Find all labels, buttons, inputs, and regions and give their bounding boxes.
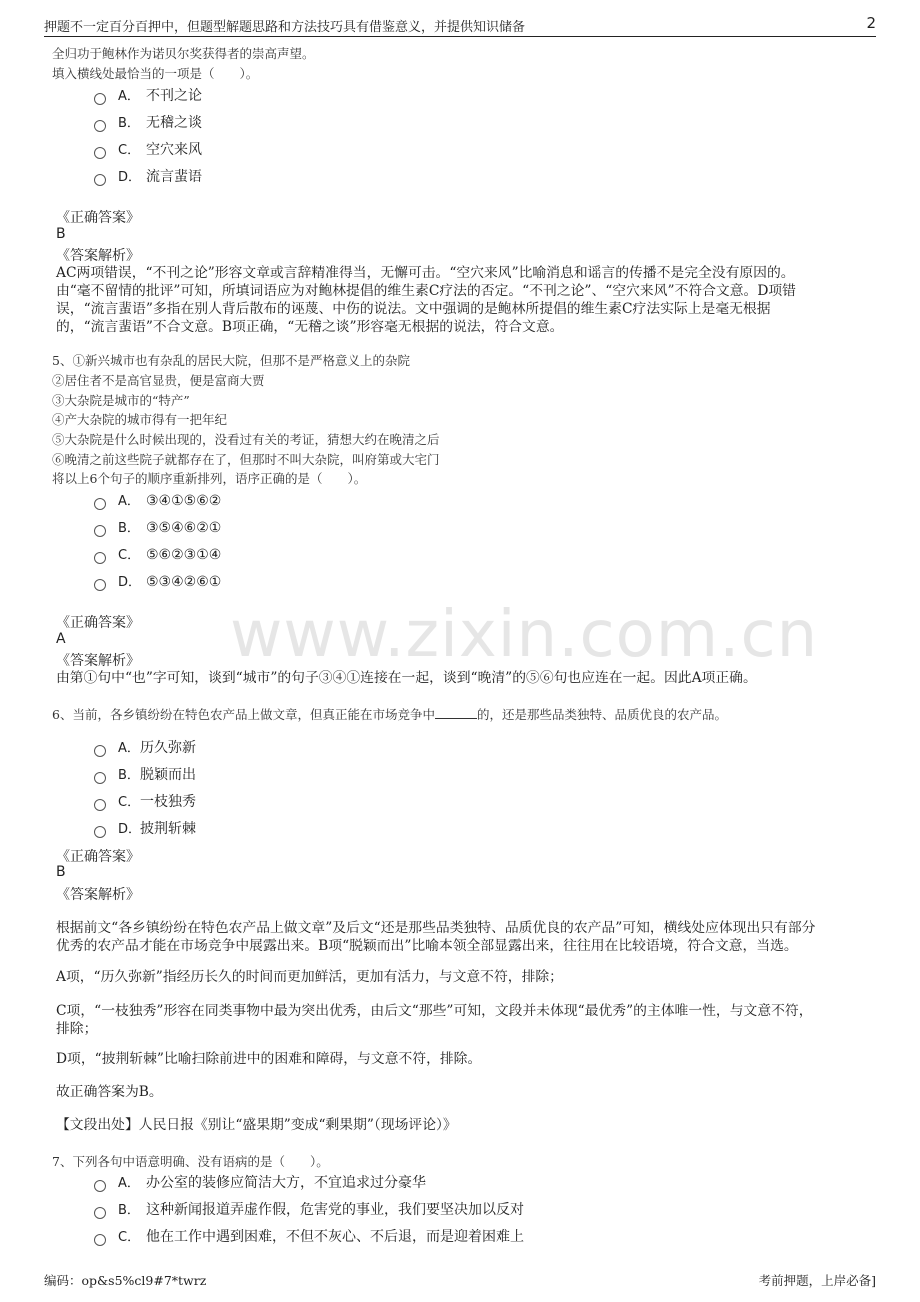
q5-option-b[interactable]: B． ③⑤④⑥②① <box>94 517 221 536</box>
q7-stem: 7、下列各句中语意明确、没有语病的是（ ）。 <box>52 1154 329 1169</box>
q4-answer: B <box>56 226 66 242</box>
radio-icon[interactable] <box>94 799 106 811</box>
q6-stem: 6、当前，各乡镇纷纷在特色农产品上做文章，但真正能在市场竞争中 的，还是那些品类独特、品质优良的农产品。 <box>52 707 727 722</box>
q6-analysis-label: 《答案解析》 <box>56 887 140 903</box>
q7-option-b[interactable]: B． 这种新闻报道弄虚作假，危害党的事业，我们要坚决加以反对 <box>94 1199 524 1219</box>
radio-icon[interactable] <box>94 147 106 159</box>
q5-stem-line: ③大杂院是城市的“特产” <box>52 393 190 408</box>
footer-slogan: 考前押题，上岸必备] <box>758 1273 876 1288</box>
q5-stem-line: 5、①新兴城市也有杂乱的居民大院，但那不是严格意义上的杂院 <box>52 353 410 368</box>
q5-answer-label: 《正确答案》 <box>56 615 140 631</box>
header-title: 押题不一定百分百押中，但题型解题思路和方法技巧具有借鉴意义，并提供知识储备 <box>44 20 526 35</box>
q5-stem-line: ⑥晚清之前这些院子就都存在了，但那时不叫大杂院，叫府第或大宅门 <box>52 452 440 467</box>
q4-analysis-label: 《答案解析》 <box>56 248 140 264</box>
q5-analysis-label: 《答案解析》 <box>56 653 140 669</box>
q4-option-d[interactable]: D． 流言蜚语 <box>94 166 202 186</box>
q6-answer: B <box>56 864 66 880</box>
q5-stem-line: ④产大杂院的城市得有一把年纪 <box>52 412 228 427</box>
q4-answer-label: 《正确答案》 <box>56 210 140 226</box>
watermark: www.zixin.com.cn <box>230 598 819 672</box>
radio-icon[interactable] <box>94 120 106 132</box>
page-number: 2 <box>866 14 876 32</box>
q6-option-d[interactable]: D．披荆斩棘 <box>94 818 196 838</box>
radio-icon[interactable] <box>94 1207 106 1219</box>
q5-stem-line: ⑤大杂院是什么时候出现的，没看过有关的考证，猜想大约在晚清之后 <box>52 432 440 447</box>
q6-analysis-p5: 故正确答案为B。 <box>56 1084 163 1100</box>
q7-option-c[interactable]: C． 他在工作中遇到困难，不但不灰心、不后退，而是迎着困难上 <box>94 1226 524 1246</box>
q6-option-a[interactable]: A．历久弥新 <box>94 737 196 757</box>
q6-option-c[interactable]: C．一枝独秀 <box>94 791 196 811</box>
q5-option-d[interactable]: D． ⑤③④②⑥① <box>94 571 221 590</box>
q5-option-a[interactable]: A． ③④①⑤⑥② <box>94 490 221 509</box>
q4-option-b[interactable]: B． 无稽之谈 <box>94 112 202 132</box>
radio-icon[interactable] <box>94 772 106 784</box>
radio-icon[interactable] <box>94 826 106 838</box>
radio-icon[interactable] <box>94 552 106 564</box>
q6-analysis-p3: C项，“一枝独秀”形容在同类事物中最为突出优秀，由后文“那些”可知，文段并未体现“最优秀”的主体唯一性，与文意不符， 排除； <box>56 1003 813 1037</box>
q5-stem-line: 将以上6个句子的顺序重新排列，语序正确的是（ ）。 <box>52 471 367 486</box>
q4-analysis: AC两项错误，“不刊之论”形容文章或言辞精准得当，无懈可击。“空穴来风”比喻消息和谣言的传播不是完全没有原因的。 由“毫不留情的批评”可知，所填词语应为对鲍林提倡的维生素C疗法的否定。“不刊之论”、“空穴来风”不符合文意。D项错 误，“流言蜚语”多指在别人背后散布的诬蔑、中伤的说法。文中强调的是鲍林所提倡的维生素C疗法实际上是毫无根据 的，“流言蜚语”不合文意。B项正确，“无稽之谈”形容毫无根据的说法，符合文意。 <box>56 265 796 335</box>
radio-icon[interactable] <box>94 93 106 105</box>
radio-icon[interactable] <box>94 1234 106 1246</box>
q4-stem-line2: 填入横线处最恰当的一项是（ ）。 <box>52 66 259 81</box>
radio-icon[interactable] <box>94 498 106 510</box>
q6-source: 【文段出处】人民日报《别让“盛果期”变成“剩果期”（现场评论）》 <box>56 1117 457 1133</box>
q6-analysis-p4: D项，“披荆斩棘”比喻扫除前进中的困难和障碍，与文意不符，排除。 <box>56 1051 482 1067</box>
q4-option-c[interactable]: C． 空穴来风 <box>94 139 202 159</box>
q6-answer-label: 《正确答案》 <box>56 849 140 865</box>
footer-code: 编码：op&s5%cl9#7*twrz <box>44 1273 207 1288</box>
q5-answer: A <box>56 631 66 647</box>
q7-option-a[interactable]: A． 办公室的装修应简洁大方，不宜追求过分豪华 <box>94 1172 426 1192</box>
radio-icon[interactable] <box>94 525 106 537</box>
radio-icon[interactable] <box>94 174 106 186</box>
q6-analysis-p1: 根据前文“各乡镇纷纷在特色农产品上做文章”及后文“还是那些品类独特、品质优良的农产品”可知，横线处应体现出只有部分 优秀的农产品才能在市场竞争中展露出来。B项“脱颖而出”比喻本领全部显露出来，往往用在比较语境，符合文意，当选。 <box>56 920 816 954</box>
q4-option-a[interactable]: A． 不刊之论 <box>94 85 202 105</box>
q6-option-b[interactable]: B．脱颖而出 <box>94 764 196 784</box>
q5-option-c[interactable]: C． ⑤⑥②③①④ <box>94 544 221 563</box>
answer-blank <box>435 706 477 719</box>
radio-icon[interactable] <box>94 579 106 591</box>
q4-stem-line1: 全归功于鲍林作为诺贝尔奖获得者的崇高声望。 <box>52 46 315 61</box>
q6-analysis-p2: A项，“历久弥新”指经历长久的时间而更加鲜活，更加有活力，与文意不符，排除； <box>56 969 563 985</box>
radio-icon[interactable] <box>94 745 106 757</box>
q5-stem-line: ②居住者不是高官显贵，便是富商大贾 <box>52 373 265 388</box>
q5-analysis: 由第①句中“也”字可知，谈到“城市”的句子③④①连接在一起，谈到“晚清”的⑤⑥句也应连在一起。因此A项正确。 <box>56 670 757 686</box>
radio-icon[interactable] <box>94 1180 106 1192</box>
page-header <box>44 14 876 37</box>
